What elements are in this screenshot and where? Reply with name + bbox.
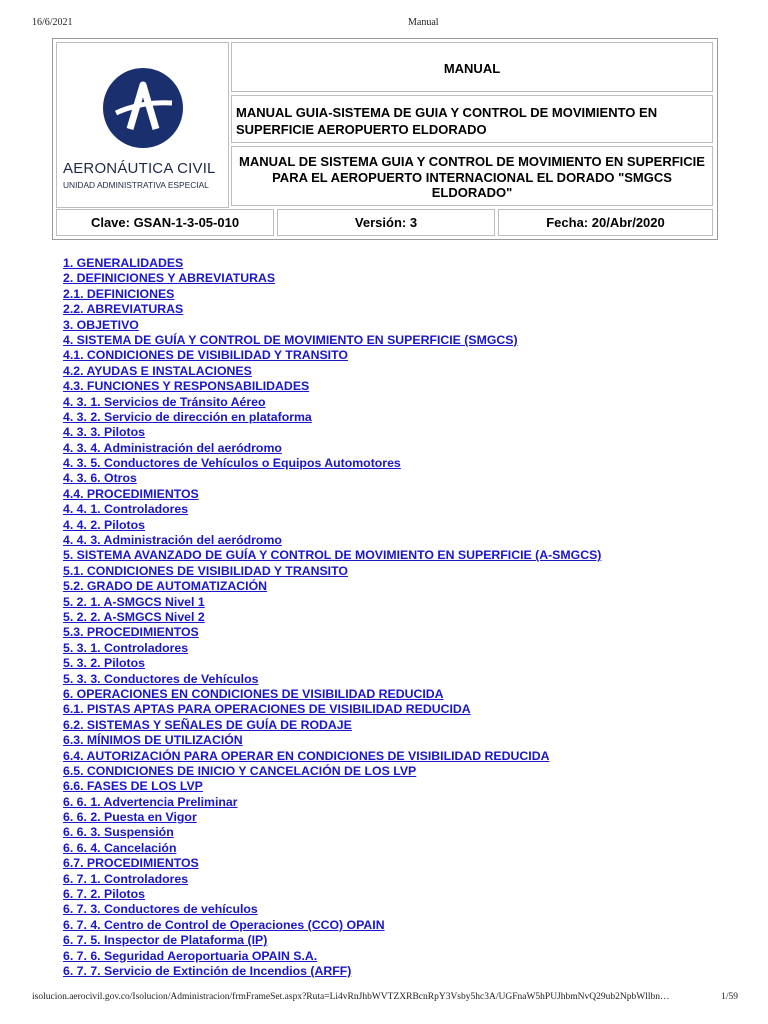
toc-link[interactable]: 6. 7. 2. Pilotos [63,887,146,902]
toc-link[interactable]: 5. 3. 2. Pilotos [63,656,146,671]
aeronautica-civil-logo-icon [102,67,184,149]
toc-item [63,456,723,471]
toc-item [63,548,723,563]
toc-link[interactable]: 5.2. GRADO DE AUTOMATIZACIÓN [63,579,268,594]
toc-item [63,887,723,902]
guide-title: MANUAL GUIA-SISTEMA DE GUIA Y CONTROL DE MOVIMIENTO EN SUPERFICIE AEROPUERTO ELDORADO [236,105,658,137]
toc-link[interactable]: 4. 4. 2. Pilotos [63,517,146,532]
toc-link[interactable]: 2. DEFINICIONES Y ABREVIATURAS [63,271,276,286]
toc-link[interactable]: 2.2. ABREVIATURAS [63,302,184,317]
toc-item [63,749,723,764]
toc-item [63,687,723,702]
toc-link[interactable]: 6.1. PISTAS APTAS PARA OPERACIONES DE VISIBILIDAD REDUCIDA [63,702,471,717]
toc-item [63,841,723,856]
toc-link[interactable]: 5. 2. 2. A-SMGCS Nivel 2 [63,609,205,624]
toc-link[interactable]: 6. 7. 6. Seguridad Aeroportuaria OPAIN S.A. [63,948,318,963]
toc-link[interactable]: 5. 3. 3. Conductores de Vehículos [63,671,259,686]
toc-item [63,302,723,317]
toc-link[interactable]: 6. 6. 3. Suspensión [63,825,174,840]
toc-link[interactable]: 2.1. DEFINICIONES [63,286,175,301]
clave-cell [56,209,274,236]
toc-item [63,718,723,733]
version-value: Versión: 3 [354,215,418,230]
toc-link[interactable]: 4. SISTEMA DE GUÍA Y CONTROL DE MOVIMIENTO EN SUPERFICIE (SMGCS) [63,332,518,347]
print-header [32,17,732,31]
toc-link[interactable]: 6.4. AUTORIZACIÓN PARA OPERAR EN CONDICIONES DE VISIBILIDAD REDUCIDA [63,748,550,763]
footer-url: isolucion.aerocivil.gov.co/Isolucion/Administracion/frmFrameSet.aspx?Ruta=Li4vRnJhbWVTZXRBcnRpY3Vsby5hc3A/UGFnaW5hPUJhbmNvQ29ub2NpbWllbn… [32,992,670,1002]
toc-item [63,702,723,717]
toc-link[interactable]: 4. 3. 5. Conductores de Vehículos o Equipos Automotores [63,456,401,471]
logo-name: AERONÁUTICA CIVIL [63,160,216,177]
toc-link[interactable]: 6. 6. 2. Puesta en Vigor [63,810,197,825]
page-number: 1/59 [721,992,738,1002]
toc-link[interactable]: 5. 2. 1. A-SMGCS Nivel 1 [63,594,205,609]
toc-item [63,533,723,548]
document-header-table [52,38,718,240]
guide-title-cell [231,95,713,143]
toc-item [63,441,723,456]
toc-link[interactable]: 6.7. PROCEDIMIENTOS [63,856,199,871]
toc-item [63,502,723,517]
toc-link[interactable]: 6.5. CONDICIONES DE INICIO Y CANCELACIÓN DE LOS LVP [63,763,417,778]
toc-item [63,949,723,964]
toc-link[interactable]: 6. 7. 3. Conductores de vehículos [63,902,258,917]
fecha-value: Fecha: 20/Abr/2020 [546,215,665,230]
toc-link[interactable]: 6.6. FASES DE LOS LVP [63,779,203,794]
toc-link[interactable]: 5.1. CONDICIONES DE VISIBILIDAD Y TRANSITO [63,563,348,578]
toc-link[interactable]: 4. 3. 2. Servicio de dirección en plataforma [63,409,312,424]
toc-link[interactable]: 6. 6. 1. Advertencia Preliminar [63,794,238,809]
toc-link[interactable]: 6. 7. 5. Inspector de Plataforma (IP) [63,933,268,948]
toc-item [63,825,723,840]
toc-item [63,625,723,640]
table-of-contents [63,256,723,979]
toc-item [63,672,723,687]
toc-item [63,256,723,271]
toc-item [63,518,723,533]
toc-item [63,795,723,810]
toc-link[interactable]: 6. 7. 4. Centro de Control de Operaciones (CCO) OPAIN [63,917,385,932]
toc-link[interactable]: 4. 3. 3. Pilotos [63,425,146,440]
toc-item [63,395,723,410]
toc-link[interactable]: 4.1. CONDICIONES DE VISIBILIDAD Y TRANSITO [63,348,348,363]
toc-link[interactable]: 5. SISTEMA AVANZADO DE GUÍA Y CONTROL DE MOVIMIENTO EN SUPERFICIE (A-SMGCS) [63,548,602,563]
toc-link[interactable]: 5. 3. 1. Controladores [63,640,189,655]
toc-item [63,487,723,502]
toc-link[interactable]: 1. GENERALIDADES [63,256,184,270]
toc-link[interactable]: 4. 3. 1. Servicios de Tránsito Aéreo [63,394,266,409]
toc-item [63,364,723,379]
toc-item [63,656,723,671]
toc-link[interactable]: 3. OBJETIVO [63,317,139,332]
toc-item [63,348,723,363]
logo-cell [56,42,229,208]
print-footer [32,992,738,1006]
toc-item [63,779,723,794]
toc-link[interactable]: 6. 7. 7. Servicio de Extinción de Incendios (ARFF) [63,963,352,978]
toc-link[interactable]: 4.2. AYUDAS E INSTALACIONES [63,363,252,378]
toc-item [63,641,723,656]
toc-item [63,564,723,579]
toc-item [63,379,723,394]
toc-item [63,610,723,625]
toc-link[interactable]: 4.3. FUNCIONES Y RESPONSABILIDADES [63,379,310,394]
toc-item [63,918,723,933]
toc-item [63,856,723,871]
toc-link[interactable]: 4. 3. 4. Administración del aeródromo [63,440,282,455]
print-date: 16/6/2021 [32,17,73,28]
toc-item [63,471,723,486]
logo-subtitle: UNIDAD ADMINISTRATIVA ESPECIAL [63,180,209,190]
toc-link[interactable]: 6.2. SISTEMAS Y SEÑALES DE GUÍA DE RODAJE [63,717,352,732]
print-title: Manual [408,17,439,28]
toc-item [63,333,723,348]
toc-item [63,318,723,333]
full-title: MANUAL DE SISTEMA GUIA Y CONTROL DE MOVIMIENTO EN SUPERFICIE PARA EL AEROPUERTO INTERNACIONAL EL DORADO "SMGCS ELDORADO" [239,154,705,200]
toc-item [63,425,723,440]
toc-item [63,271,723,286]
toc-item [63,410,723,425]
toc-link[interactable]: 6. 7. 1. Controladores [63,871,189,886]
toc-link[interactable]: 5.3. PROCEDIMIENTOS [63,625,199,640]
toc-link[interactable]: 4. 4. 1. Controladores [63,502,189,517]
toc-item [63,872,723,887]
fecha-cell [498,209,713,236]
toc-item [63,764,723,779]
toc-link[interactable]: 6.3. MÍNIMOS DE UTILIZACIÓN [63,733,243,748]
toc-item [63,933,723,948]
manual-label-cell [231,42,713,92]
toc-item [63,810,723,825]
manual-label: MANUAL [443,61,501,76]
toc-link[interactable]: 4. 4. 3. Administración del aeródromo [63,533,282,548]
toc-item [63,579,723,594]
toc-item [63,733,723,748]
toc-item [63,964,723,979]
toc-link[interactable]: 6. 6. 4. Cancelación [63,840,177,855]
toc-link[interactable]: 4. 3. 6. Otros [63,471,137,486]
full-title-cell [231,146,713,206]
clave-value: Clave: GSAN-1-3-05-010 [90,215,240,230]
version-cell [277,209,495,236]
toc-link[interactable]: 4.4. PROCEDIMIENTOS [63,486,199,501]
toc-item [63,902,723,917]
toc-link[interactable]: 6. OPERACIONES EN CONDICIONES DE VISIBILIDAD REDUCIDA [63,686,444,701]
toc-item [63,287,723,302]
toc-item [63,595,723,610]
